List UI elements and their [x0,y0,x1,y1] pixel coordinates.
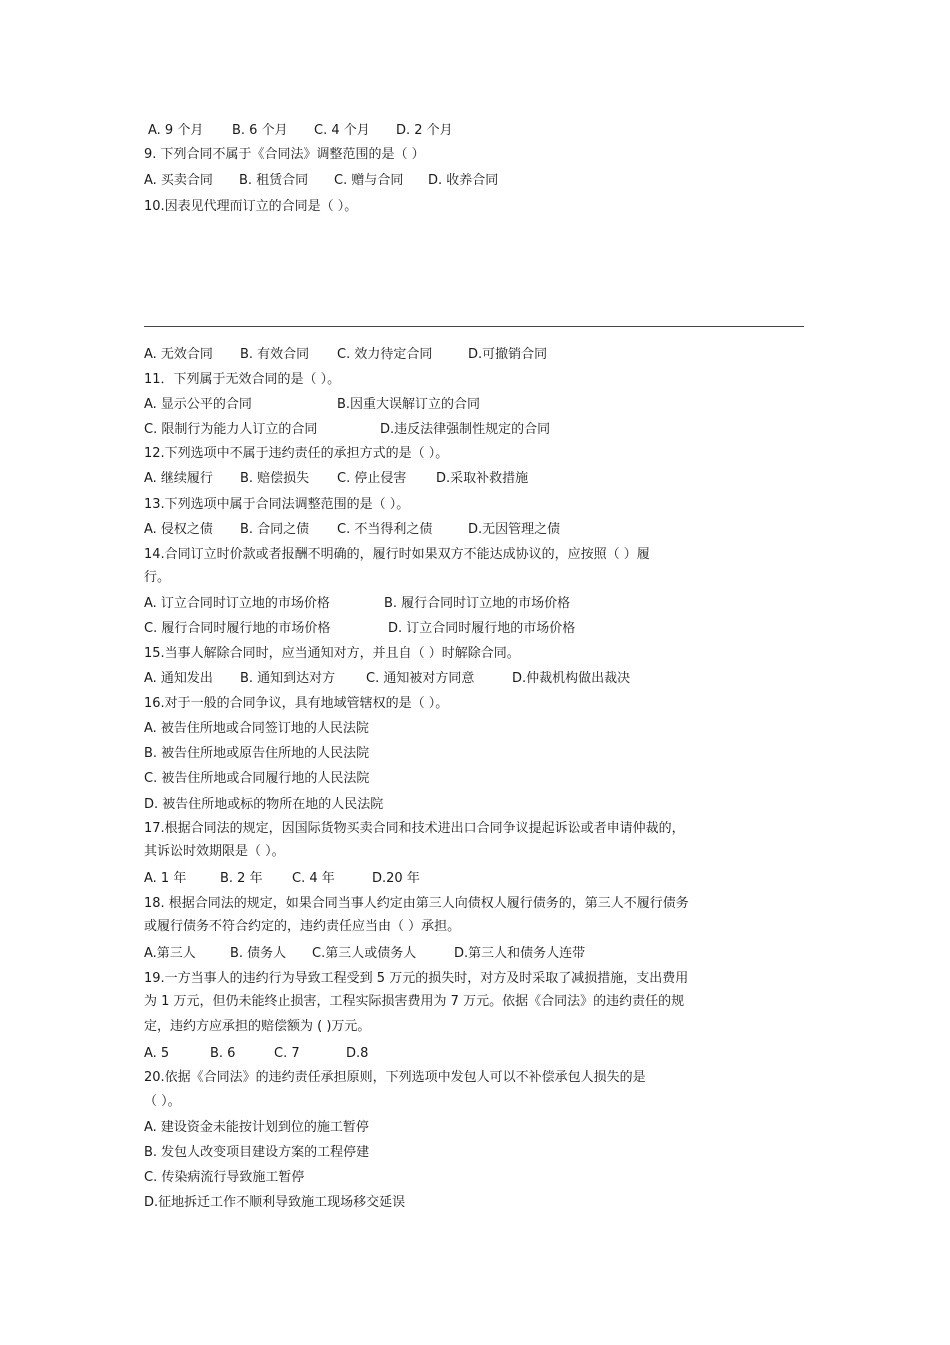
q19-stem-line1: 19.一方当事人的违约行为导致工程受到 5 万元的损失时，对方及时采取了减损措施，支出费用 [144,971,689,986]
q16-stem: 16.对于一般的合同争议，具有地域管辖权的是（ ）。 [144,696,449,711]
q20-stem-line2: （ ）。 [144,1094,181,1109]
q20-option-d: D.征地拆迁工作不顺利导致施工现场移交延误 [144,1195,406,1210]
q16-option-c: C. 被告住所地或合同履行地的人民法院 [144,771,370,786]
q9-option-d: D. 收养合同 [428,173,499,188]
q11-stem: 11．下列属于无效合同的是（ ）。 [144,372,341,387]
q13-option-c: C. 不当得利之债 [337,522,433,537]
q18-stem-line2: 或履行债务不符合约定的，违约责任应当由（ ）承担。 [144,919,461,934]
q19-option-a: A. 5 [144,1046,170,1061]
page-divider [144,326,804,327]
q18-option-d: D.第三人和债务人连带 [454,946,586,961]
q8-option-b: B. 6 个月 [232,123,288,138]
q18-option-a: A.第三人 [144,946,196,961]
q19-stem-line2: 为 1 万元，但仍未能终止损害，工程实际损害费用为 7 万元。依据《合同法》的违约责任的规 [144,994,685,1009]
q10-option-d: D.可撤销合同 [468,347,548,362]
q15-option-a: A. 通知发出 [144,671,213,686]
q17-option-b: B. 2 年 [220,871,263,886]
q16-option-b: B. 被告住所地或原告住所地的人民法院 [144,746,370,761]
q12-option-b: B. 赔偿损失 [240,471,310,486]
q15-option-c: C. 通知被对方同意 [366,671,475,686]
q18-option-c: C.第三人或债务人 [312,946,417,961]
q15-stem: 15.当事人解除合同时，应当通知对方，并且自（ ）时解除合同。 [144,646,520,661]
q12-option-a: A. 继续履行 [144,471,213,486]
q9-option-c: C. 赠与合同 [334,173,404,188]
q19-stem-line3: 定，违约方应承担的赔偿额为 ( )万元。 [144,1019,371,1034]
q13-option-b: B. 合同之债 [240,522,310,537]
q12-stem: 12.下列选项中不属于违约责任的承担方式的是（ ）。 [144,446,449,461]
q11-option-a: A. 显示公平的合同 [144,397,252,412]
q14-stem-line2: 行。 [144,570,171,585]
q14-option-d: D. 订立合同时履行地的市场价格 [388,621,576,636]
q16-option-d: D. 被告住所地或标的物所在地的人民法院 [144,797,384,812]
q18-stem-line1: 18. 根据合同法的规定，如果合同当事人约定由第三人向债权人履行债务的，第三人不履行债务 [144,896,689,911]
q19-option-c: C. 7 [274,1046,300,1061]
q10-option-b: B. 有效合同 [240,347,310,362]
q11-option-d: D.违反法律强制性规定的合同 [380,422,551,437]
q20-stem-line1: 20.依据《合同法》的违约责任承担原则，下列选项中发包人可以不补偿承包人损失的是 [144,1070,646,1085]
q20-option-b: B. 发包人改变项目建设方案的工程停建 [144,1145,370,1160]
q8-option-c: C. 4 个月 [314,123,370,138]
q12-option-d: D.采取补救措施 [436,471,529,486]
q17-option-d: D.20 年 [372,871,420,886]
q17-option-c: C. 4 年 [292,871,335,886]
q15-option-b: B. 通知到达对方 [240,671,336,686]
q14-option-c: C. 履行合同时履行地的市场价格 [144,621,331,636]
q17-stem-line2: 其诉讼时效期限是（ ）。 [144,844,285,859]
q17-option-a: A. 1 年 [144,871,187,886]
q19-option-d: D.8 [346,1046,369,1061]
q8-option-d: D. 2 个月 [396,123,453,138]
q13-option-d: D.无因管理之债 [468,522,561,537]
q10-option-c: C. 效力待定合同 [337,347,433,362]
q15-option-d: D.仲裁机构做出裁决 [512,671,631,686]
q11-option-b: B.因重大误解订立的合同 [337,397,481,412]
q10-option-a: A. 无效合同 [144,347,213,362]
q14-option-a: A. 订立合同时订立地的市场价格 [144,596,330,611]
q11-option-c: C. 限制行为能力人订立的合同 [144,422,318,437]
q8-option-a: A. 9 个月 [148,123,204,138]
q10-stem: 10.因表见代理而订立的合同是（ ）。 [144,199,358,214]
q14-stem-line1: 14.合同订立时价款或者报酬不明确的，履行时如果双方不能达成协议的，应按照（ ）履 [144,547,650,562]
q9-option-a: A. 买卖合同 [144,173,213,188]
q14-option-b: B. 履行合同时订立地的市场价格 [384,596,571,611]
q19-option-b: B. 6 [210,1046,236,1061]
q12-option-c: C. 停止侵害 [337,471,407,486]
q20-option-c: C. 传染病流行导致施工暂停 [144,1170,305,1185]
q16-option-a: A. 被告住所地或合同签订地的人民法院 [144,721,369,736]
q17-stem-line1: 17.根据合同法的规定，因国际货物买卖合同和技术进出口合同争议提起诉讼或者申请仲裁的， [144,821,685,836]
q13-stem: 13.下列选项中属于合同法调整范围的是（ ）。 [144,497,410,512]
q9-stem: 9. 下列合同不属于《合同法》调整范围的是（ ） [144,147,425,162]
q20-option-a: A. 建设资金未能按计划到位的施工暂停 [144,1120,369,1135]
q18-option-b: B. 债务人 [230,946,287,961]
q13-option-a: A. 侵权之债 [144,522,213,537]
q9-option-b: B. 租赁合同 [239,173,309,188]
